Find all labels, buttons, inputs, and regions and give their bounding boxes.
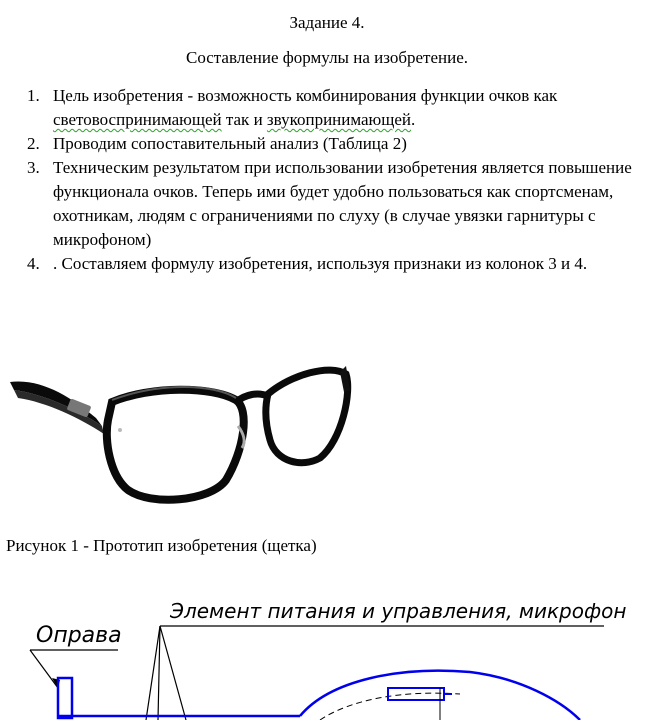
figure-caption: Рисунок 1 - Прототип изобретения (щетка)	[6, 536, 317, 555]
list-item	[0, 252, 654, 276]
list-item-text: Техническим результатом при использовании изобретения является повышение функционала очков. Теперь ими будет удобно пользоваться как спортсменам, охотникам, людям с ограничениями по слуху (в случае увязки гарнитуры с микрофоном)	[53, 158, 632, 249]
list-item-number: 2.	[27, 134, 40, 153]
list-item-text: Цель изобретения - возможность комбинирования функции очков как	[53, 86, 558, 105]
label-frame: Оправа	[36, 623, 122, 648]
list-item-number: 1.	[27, 86, 40, 105]
numbered-list	[0, 84, 654, 276]
list-item	[0, 84, 654, 132]
list-item-number: 3.	[27, 158, 40, 177]
technical-drawing	[0, 580, 654, 720]
list-item-text: световоспринимающей	[53, 110, 222, 129]
list-item-text: .	[411, 110, 416, 129]
list-item-number: 4.	[27, 254, 40, 273]
task-title: Задание 4.	[289, 13, 365, 32]
label-power: Элемент питания и управления, микрофон	[170, 599, 627, 623]
list-item-text: . Составляем формулу изобретения, используя признаки из колонок 3 и 4.	[53, 254, 588, 273]
task-subtitle: Составление формулы на изобретение.	[185, 48, 468, 67]
list-item	[0, 132, 654, 156]
list-item-text: Проводим сопоставительный анализ (Таблица 2)	[53, 134, 407, 153]
list-item-text: так и	[221, 110, 267, 129]
list-item-text: звукопринимающей	[266, 110, 411, 129]
list-item	[0, 156, 654, 252]
glasses-illustration	[0, 330, 360, 510]
